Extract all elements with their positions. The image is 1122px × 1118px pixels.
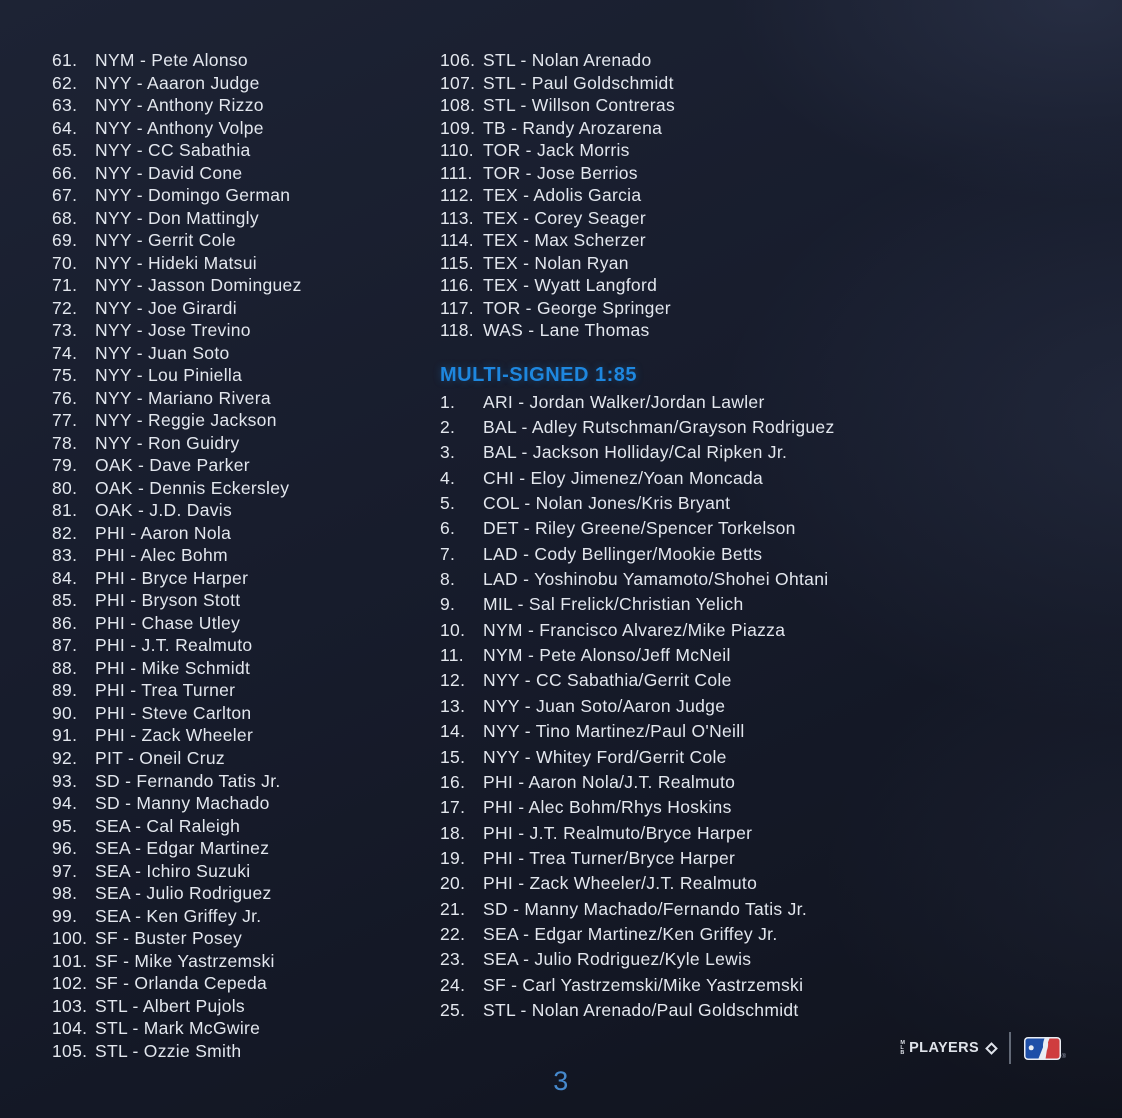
item-text: STL - Albert Pujols (95, 995, 245, 1016)
list-item (52, 252, 437, 275)
list-item (440, 719, 1090, 744)
mlb-stack-letter: L (900, 1044, 904, 1051)
item-number: 18. (440, 822, 466, 843)
list-item (440, 973, 1090, 998)
multi-signed-heading: MULTI-SIGNED 1:85 (440, 363, 638, 386)
list-item (52, 792, 437, 815)
item-text: NYY - Domingo German (95, 185, 291, 206)
item-text: STL - Mark McGwire (95, 1018, 261, 1039)
list-item (52, 522, 437, 545)
item-number: 75. (52, 365, 78, 386)
list-item (52, 1017, 437, 1040)
item-text: NYY - Juan Soto (95, 342, 230, 363)
list-item (440, 897, 1090, 922)
item-number: 2. (440, 417, 456, 438)
item-number: 13. (440, 695, 466, 716)
item-text: SEA - Julio Rodriguez/Kyle Lewis (483, 949, 752, 970)
item-text: SD - Manny Machado (95, 793, 270, 814)
list-item (52, 49, 437, 72)
list-item (52, 297, 437, 320)
list-item (52, 477, 437, 500)
item-number: 89. (52, 680, 78, 701)
item-text: NYY - Reggie Jackson (95, 410, 277, 431)
item-number: 117. (440, 297, 474, 318)
item-text: SEA - Ken Griffey Jr. (95, 905, 262, 926)
item-number: 24. (440, 974, 466, 995)
item-number: 10. (440, 619, 466, 640)
item-number: 21. (440, 898, 466, 919)
item-number: 73. (52, 320, 78, 341)
list-item (52, 184, 437, 207)
multi-signed-list (440, 390, 1090, 1024)
item-number: 68. (52, 207, 78, 228)
item-number: 108. (440, 95, 476, 116)
list-item (440, 567, 1090, 592)
item-number: 23. (440, 949, 466, 970)
item-text: NYY - Hideki Matsui (95, 252, 257, 273)
list-item (52, 927, 437, 950)
item-text: PHI - Alec Bohm (95, 545, 228, 566)
item-text: PHI - Alec Bohm/Rhys Hoskins (483, 797, 732, 818)
item-number: 25. (440, 999, 466, 1020)
item-number: 87. (52, 635, 78, 656)
item-text: SEA - Cal Raleigh (95, 815, 241, 836)
item-text: LAD - Cody Bellinger/Mookie Betts (483, 543, 763, 564)
mlb-stack-letter: M (900, 1039, 906, 1046)
item-number: 90. (52, 702, 78, 723)
item-text: NYY - Tino Martinez/Paul O'Neill (483, 721, 745, 742)
item-number: 12. (440, 670, 466, 691)
list-item (440, 770, 1090, 795)
item-text: PHI - Steve Carlton (95, 702, 252, 723)
item-text: NYY - Whitey Ford/Gerrit Cole (483, 746, 727, 767)
checklist-column-left (52, 49, 437, 1062)
list-item (52, 724, 437, 747)
item-text: CHI - Eloy Jimenez/Yoan Moncada (483, 467, 764, 488)
item-number: 106. (440, 50, 476, 70)
item-number: 20. (440, 873, 466, 894)
item-text: PHI - Trea Turner/Bryce Harper (483, 847, 736, 868)
list-item (52, 274, 437, 297)
item-number: 91. (52, 725, 78, 746)
list-item (440, 162, 1090, 185)
item-text: STL - Ozzie Smith (95, 1040, 242, 1061)
item-number: 78. (52, 432, 78, 453)
item-number: 116. (440, 275, 474, 296)
players-wordmark: PLAYERS (909, 1040, 980, 1056)
list-item (52, 770, 437, 793)
list-item (440, 643, 1090, 668)
item-text: STL - Willson Contreras (483, 95, 675, 116)
item-number: 92. (52, 747, 78, 768)
item-text: PHI - Aaron Nola (95, 522, 232, 543)
item-number: 104. (52, 1018, 88, 1039)
item-number: 22. (440, 923, 466, 944)
item-text: NYY - Joe Girardi (95, 297, 237, 318)
item-text: PHI - Bryson Stott (95, 590, 241, 611)
mlb-stacked-letters (900, 1041, 905, 1056)
item-text: NYY - Anthony Rizzo (95, 95, 264, 116)
checklist-continuation-list (440, 49, 1090, 342)
item-text: PHI - Zack Wheeler/J.T. Realmuto (483, 873, 758, 894)
item-number: 76. (52, 387, 78, 408)
item-text: SEA - Edgar Martinez (95, 838, 270, 859)
item-number: 14. (440, 721, 466, 742)
list-item (440, 516, 1090, 541)
list-item (52, 94, 437, 117)
item-number: 80. (52, 477, 78, 498)
item-number: 98. (52, 883, 78, 904)
list-item (440, 694, 1090, 719)
item-text: PIT - Oneil Cruz (95, 747, 225, 768)
item-number: 113. (440, 207, 474, 228)
item-text: NYY - Jose Trevino (95, 320, 251, 341)
item-number: 1. (440, 391, 456, 412)
list-item (440, 668, 1090, 693)
list-item (52, 634, 437, 657)
item-text: NYY - Jasson Dominguez (95, 275, 302, 296)
item-number: 86. (52, 612, 78, 633)
item-text: OAK - Dennis Eckersley (95, 477, 290, 498)
item-number: 102. (52, 973, 88, 994)
list-item (440, 390, 1090, 415)
item-number: 66. (52, 162, 78, 183)
item-text: NYY - Lou Piniella (95, 365, 243, 386)
item-text: SF - Carl Yastrzemski/Mike Yastrzemski (483, 974, 804, 995)
item-number: 63. (52, 95, 78, 116)
item-text: TEX - Nolan Ryan (483, 252, 629, 273)
item-text: STL - Paul Goldschmidt (483, 72, 674, 93)
list-item (52, 432, 437, 455)
list-item (52, 589, 437, 612)
list-item (440, 297, 1090, 320)
item-text: OAK - J.D. Davis (95, 500, 233, 521)
item-text: PHI - J.T. Realmuto (95, 635, 253, 656)
footer-divider (1009, 1032, 1011, 1064)
item-text: SF - Buster Posey (95, 928, 243, 949)
item-text: NYY - Gerrit Cole (95, 230, 236, 251)
list-item (440, 745, 1090, 770)
diamond-icon (985, 1042, 998, 1055)
item-text: ARI - Jordan Walker/Jordan Lawler (483, 391, 765, 412)
item-number: 7. (440, 543, 456, 564)
item-text: STL - Nolan Arenado (483, 50, 652, 70)
list-item (52, 882, 437, 905)
item-number: 107. (440, 72, 476, 93)
list-item (440, 319, 1090, 342)
list-item (52, 409, 437, 432)
list-item (52, 319, 437, 342)
list-item (440, 922, 1090, 947)
item-text: PHI - Chase Utley (95, 612, 241, 633)
item-number: 112. (440, 185, 474, 206)
list-item (52, 657, 437, 680)
item-text: TB - Randy Arozarena (483, 117, 663, 138)
item-text: SF - Orlanda Cepeda (95, 973, 268, 994)
item-text: BAL - Jackson Holliday/Cal Ripken Jr. (483, 442, 788, 463)
item-number: 70. (52, 252, 78, 273)
item-text: SEA - Ichiro Suzuki (95, 860, 251, 881)
item-number: 99. (52, 905, 78, 926)
item-number: 114. (440, 230, 474, 251)
list-item (440, 274, 1090, 297)
list-item (440, 440, 1090, 465)
list-item (52, 950, 437, 973)
item-text: NYM - Francisco Alvarez/Mike Piazza (483, 619, 786, 640)
item-number: 94. (52, 793, 78, 814)
mlb-players-logo (900, 1040, 996, 1056)
list-item (440, 94, 1090, 117)
mlb-stack-letter: B (900, 1049, 905, 1056)
item-text: COL - Nolan Jones/Kris Bryant (483, 493, 731, 514)
item-number: 72. (52, 297, 78, 318)
item-text: PHI - Aaron Nola/J.T. Realmuto (483, 771, 736, 792)
item-text: TEX - Adolis Garcia (483, 185, 642, 206)
list-item (440, 184, 1090, 207)
list-item (52, 499, 437, 522)
list-item (52, 207, 437, 230)
item-text: SEA - Edgar Martinez/Ken Griffey Jr. (483, 923, 778, 944)
list-item (52, 612, 437, 635)
item-text: BAL - Adley Rutschman/Grayson Rodriguez (483, 417, 835, 438)
item-number: 103. (52, 995, 88, 1016)
list-item (440, 542, 1090, 567)
item-text: SEA - Julio Rodriguez (95, 883, 272, 904)
item-text: NYY - Mariano Rivera (95, 387, 271, 408)
list-item (52, 544, 437, 567)
item-number: 65. (52, 140, 78, 161)
checklist-column-right (440, 49, 1090, 1023)
list-item (52, 454, 437, 477)
list-item (440, 821, 1090, 846)
item-text: TOR - Jose Berrios (483, 162, 638, 183)
item-number: 110. (440, 140, 474, 161)
list-item (52, 860, 437, 883)
item-text: PHI - Trea Turner (95, 680, 236, 701)
list-item (52, 702, 437, 725)
item-text: NYY - Anthony Volpe (95, 117, 264, 138)
item-text: MIL - Sal Frelick/Christian Yelich (483, 594, 744, 615)
item-number: 77. (52, 410, 78, 431)
list-item (52, 995, 437, 1018)
list-item (52, 972, 437, 995)
item-number: 67. (52, 185, 78, 206)
mlb-logo-icon (1024, 1037, 1066, 1060)
item-text: PHI - Bryce Harper (95, 567, 249, 588)
item-text: SD - Manny Machado/Fernando Tatis Jr. (483, 898, 807, 919)
item-number: 96. (52, 838, 78, 859)
item-text: NYY - Juan Soto/Aaron Judge (483, 695, 726, 716)
list-item (52, 747, 437, 770)
page-number: 3 (553, 1066, 569, 1096)
item-text: PHI - Zack Wheeler (95, 725, 254, 746)
footer-logos (900, 1032, 1066, 1064)
list-item (440, 592, 1090, 617)
item-text: NYY - Aaaron Judge (95, 72, 260, 93)
item-text: SD - Fernando Tatis Jr. (95, 770, 281, 791)
item-text: NYY - Don Mattingly (95, 207, 259, 228)
list-item (440, 618, 1090, 643)
list-item (440, 229, 1090, 252)
item-number: 6. (440, 518, 456, 539)
item-number: 4. (440, 467, 456, 488)
item-number: 83. (52, 545, 78, 566)
item-number: 109. (440, 117, 476, 138)
item-number: 74. (52, 342, 78, 363)
item-text: OAK - Dave Parker (95, 455, 250, 476)
item-text: NYY - Ron Guidry (95, 432, 240, 453)
item-number: 115. (440, 252, 474, 273)
list-item (440, 846, 1090, 871)
list-item (440, 947, 1090, 972)
list-item (52, 342, 437, 365)
item-number: 17. (440, 797, 466, 818)
list-item (440, 491, 1090, 516)
item-number: 101. (52, 950, 88, 971)
item-text: TEX - Corey Seager (483, 207, 646, 228)
list-item (440, 72, 1090, 95)
list-item (52, 567, 437, 590)
item-text: TOR - George Springer (483, 297, 671, 318)
item-number: 71. (52, 275, 78, 296)
item-number: 8. (440, 569, 456, 590)
item-text: STL - Nolan Arenado/Paul Goldschmidt (483, 999, 799, 1020)
list-item (52, 139, 437, 162)
list-item (52, 117, 437, 140)
item-number: 15. (440, 746, 466, 767)
item-number: 9. (440, 594, 456, 615)
item-number: 69. (52, 230, 78, 251)
item-text: NYY - CC Sabathia (95, 140, 251, 161)
list-item (440, 466, 1090, 491)
list-item (52, 837, 437, 860)
item-text: NYY - CC Sabathia/Gerrit Cole (483, 670, 732, 691)
list-item (440, 139, 1090, 162)
list-item (52, 815, 437, 838)
item-number: 82. (52, 522, 78, 543)
item-number: 97. (52, 860, 78, 881)
item-number: 84. (52, 567, 78, 588)
item-text: SF - Mike Yastrzemski (95, 950, 275, 971)
item-number: 5. (440, 493, 456, 514)
item-text: NYY - David Cone (95, 162, 243, 183)
item-number: 105. (52, 1040, 88, 1061)
list-item (52, 1040, 437, 1063)
item-number: 16. (440, 771, 466, 792)
list-item (52, 72, 437, 95)
list-item (440, 252, 1090, 275)
list-item (440, 795, 1090, 820)
list-item (440, 117, 1090, 140)
item-number: 11. (440, 645, 464, 666)
list-item (52, 905, 437, 928)
list-item (52, 364, 437, 387)
item-number: 111. (440, 162, 473, 183)
list-item (52, 387, 437, 410)
list-item (52, 229, 437, 252)
item-number: 61. (52, 50, 78, 70)
item-number: 19. (440, 847, 466, 868)
item-number: 85. (52, 590, 78, 611)
item-text: NYM - Pete Alonso (95, 50, 248, 70)
item-number: 118. (440, 320, 474, 341)
item-text: PHI - Mike Schmidt (95, 657, 251, 678)
list-item (440, 998, 1090, 1023)
list-item (52, 679, 437, 702)
item-text: LAD - Yoshinobu Yamamoto/Shohei Ohtani (483, 569, 829, 590)
item-number: 88. (52, 657, 78, 678)
item-number: 95. (52, 815, 78, 836)
item-text: NYM - Pete Alonso/Jeff McNeil (483, 645, 731, 666)
item-text: TEX - Wyatt Langford (483, 275, 658, 296)
list-item (52, 162, 437, 185)
item-number: 93. (52, 770, 78, 791)
item-text: PHI - J.T. Realmuto/Bryce Harper (483, 822, 753, 843)
registered-trademark: ® (1061, 1053, 1066, 1060)
item-text: TEX - Max Scherzer (483, 230, 646, 251)
list-item (440, 415, 1090, 440)
list-item (440, 871, 1090, 896)
item-text: DET - Riley Greene/Spencer Torkelson (483, 518, 796, 539)
item-text: WAS - Lane Thomas (483, 320, 650, 341)
item-number: 81. (52, 500, 78, 521)
item-number: 62. (52, 72, 78, 93)
item-number: 79. (52, 455, 78, 476)
item-number: 3. (440, 442, 456, 463)
item-number: 100. (52, 928, 88, 949)
item-text: TOR - Jack Morris (483, 140, 630, 161)
list-item (440, 49, 1090, 72)
list-item (440, 207, 1090, 230)
item-number: 64. (52, 117, 78, 138)
